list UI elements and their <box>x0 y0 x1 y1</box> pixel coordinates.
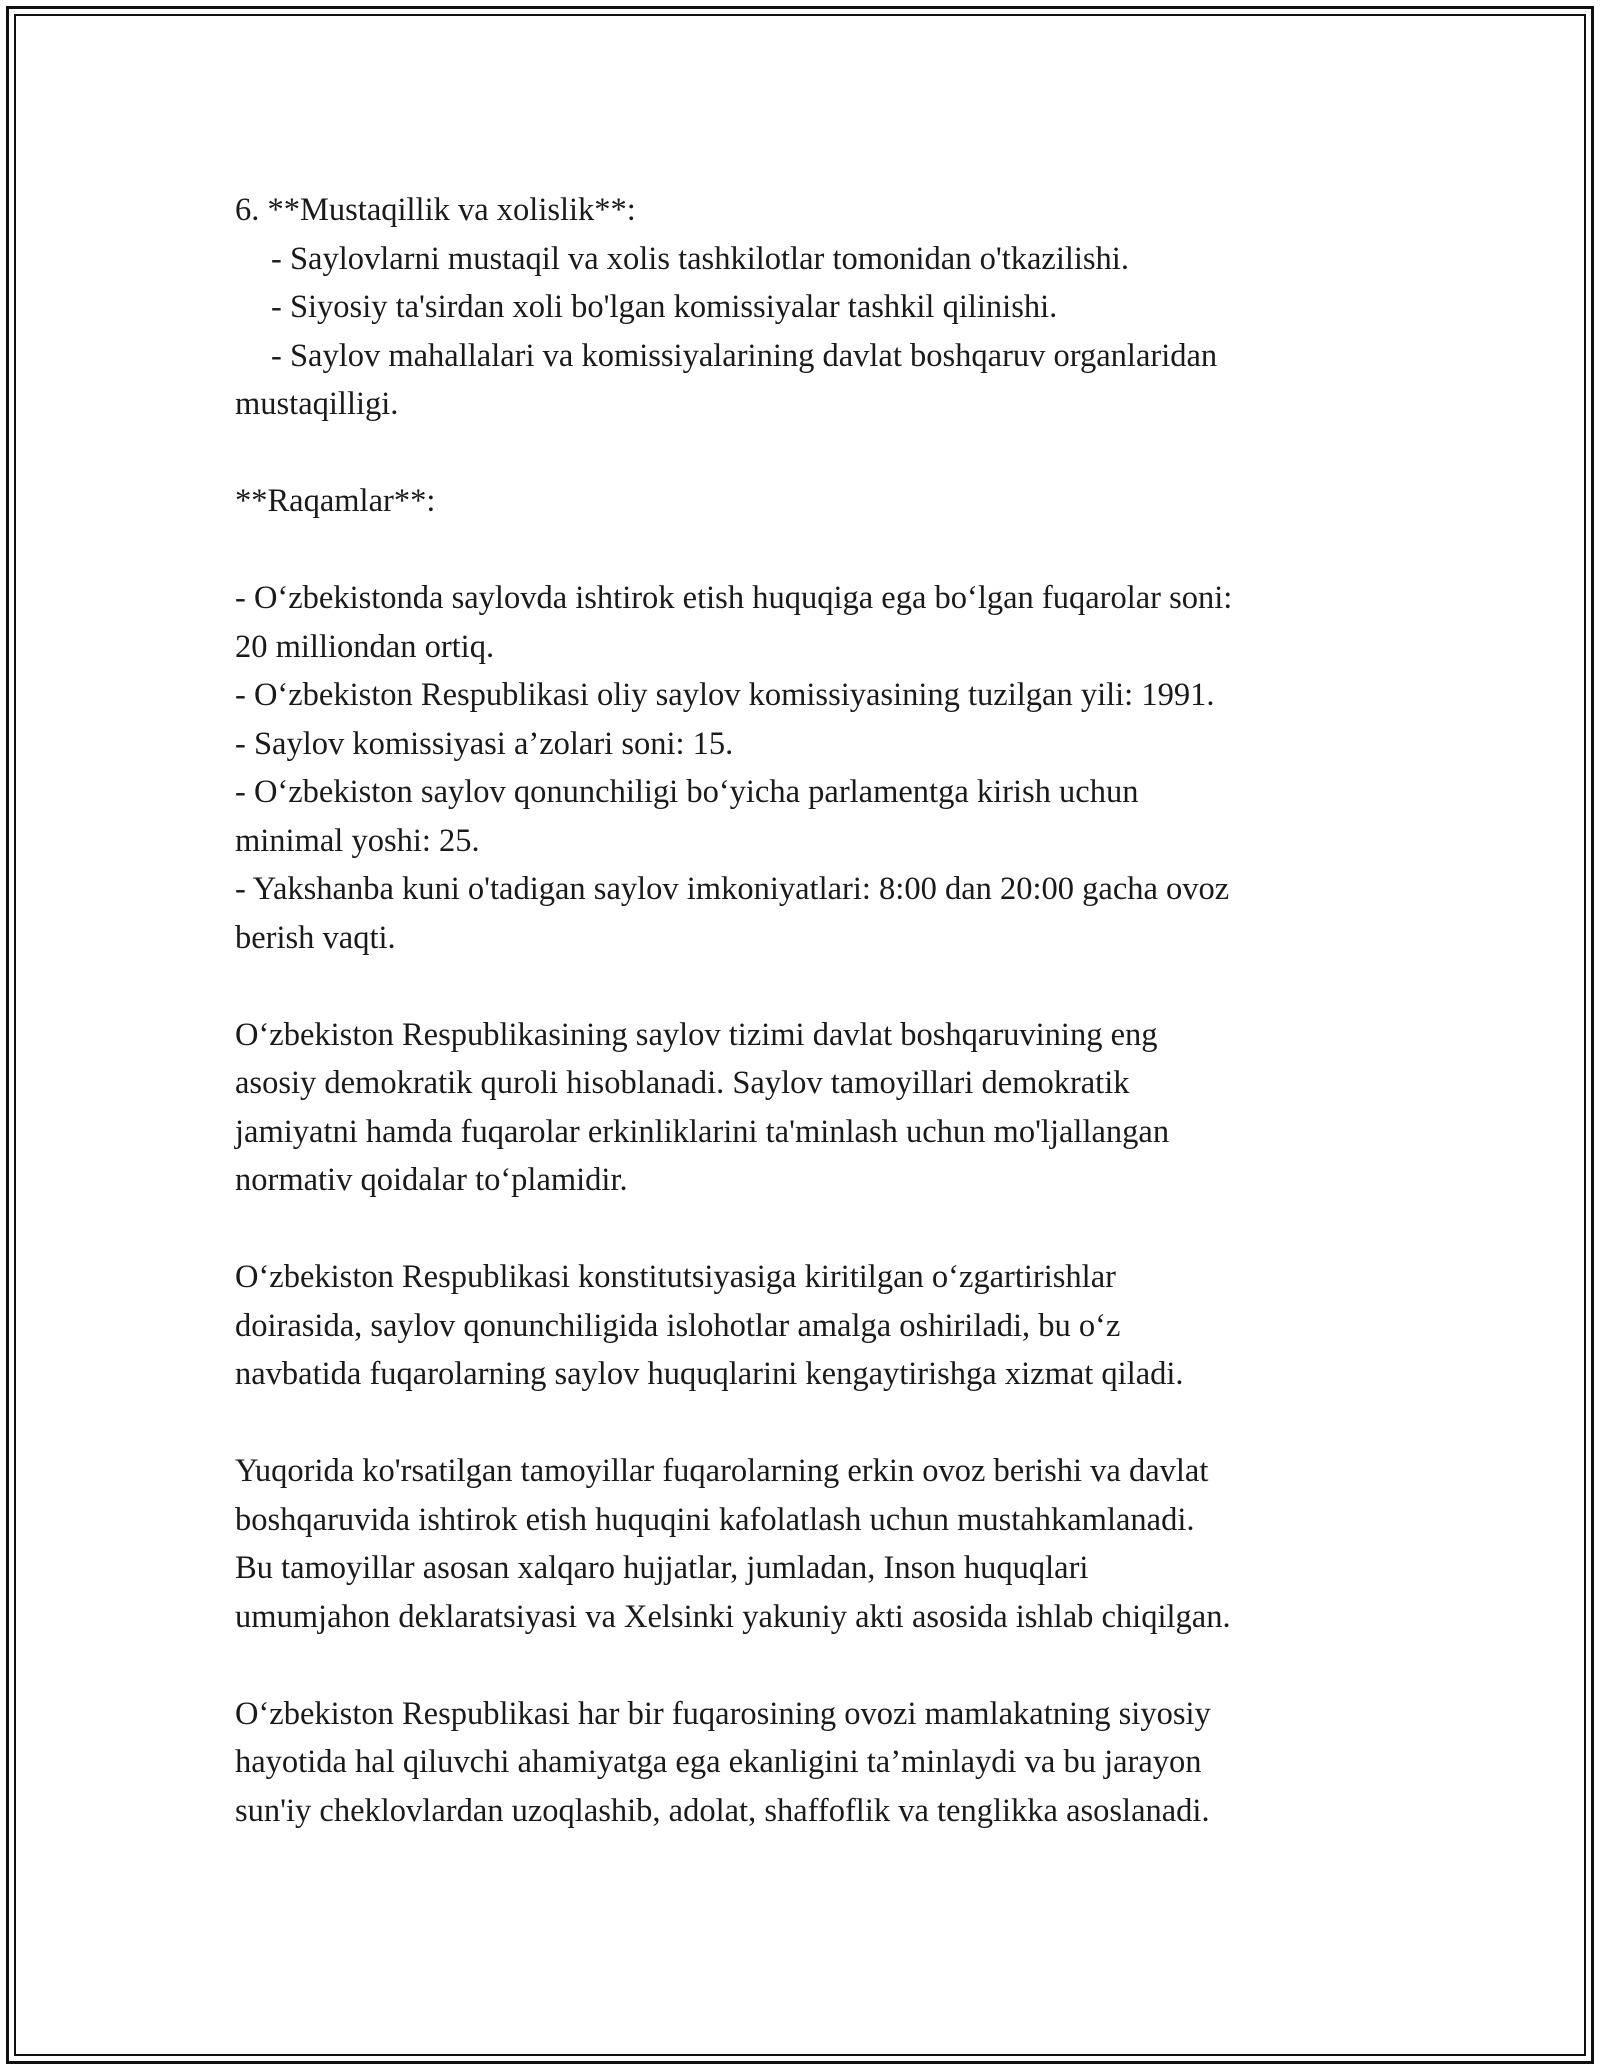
list-item: - Saylovlarni mustaqil va xolis tashkilotlar tomonidan o'tkazilishi. <box>271 240 1129 277</box>
paragraph-line: normativ qoidalar to‘plamidir. <box>235 1162 628 1198</box>
section-heading: 6. **Mustaqillik va xolislik**: <box>235 192 636 228</box>
list-item: - Siyosiy ta'sirdan xoli bo'lgan komissiyalar tashkil qilinishi. <box>271 289 1058 325</box>
paragraph-line: boshqaruvida ishtirok etish huquqini kafolatlash uchun mustahkamlanadi. <box>235 1501 1195 1538</box>
figure-line: minimal yoshi: 25. <box>235 822 480 859</box>
document-body <box>235 186 1375 1835</box>
figure-line: - Yakshanba kuni o'tadigan saylov imkoniyatlari: 8:00 dan 20:00 gacha ovoz <box>235 871 1230 907</box>
blank-line <box>235 1399 1375 1448</box>
paragraph-principles <box>235 1447 1375 1641</box>
section-heading: **Raqamlar**: <box>235 483 436 519</box>
section-figures <box>235 477 1375 962</box>
section-independence <box>235 186 1375 429</box>
paragraph-line: umumjahon deklaratsiyasi va Xelsinki yakuniy akti asosida ishlab chiqilgan. <box>235 1598 1231 1635</box>
paragraph-line: navbatida fuqarolarning saylov huquqlarini kengaytirishga xizmat qiladi. <box>235 1356 1184 1392</box>
blank-line <box>235 962 1375 1011</box>
paragraph-citizen-vote <box>235 1690 1375 1836</box>
paragraph-electoral-system <box>235 1011 1375 1205</box>
figure-line: berish vaqti. <box>235 919 396 956</box>
paragraph-constitution <box>235 1253 1375 1399</box>
paragraph-line: O‘zbekiston Respublikasi konstitutsiyasiga kiritilgan o‘zgartirishlar <box>235 1259 1116 1295</box>
figure-line: - O‘zbekiston Respublikasi oliy saylov komissiyasining tuzilgan yili: 1991. <box>235 677 1215 713</box>
list-item-continuation: mustaqilligi. <box>235 386 399 422</box>
paragraph-line: O‘zbekiston Respublikasining saylov tizimi davlat boshqaruvining eng <box>235 1016 1158 1053</box>
figure-line: - O‘zbekiston saylov qonunchiligi bo‘yicha parlamentga kirish uchun <box>235 774 1139 810</box>
paragraph-line: doirasida, saylov qonunchiligida islohotlar amalga oshiriladi, bu o‘z <box>235 1307 1121 1344</box>
paragraph-line: jamiyatni hamda fuqarolar erkinliklarini ta'minlash uchun mo'ljallangan <box>235 1113 1170 1150</box>
paragraph-line: asosiy demokratik quroli hisoblanadi. Saylov tamoyillari demokratik <box>235 1065 1130 1101</box>
blank-line <box>235 1205 1375 1254</box>
blank-line <box>235 429 1375 478</box>
paragraph-line: Yuqorida ko'rsatilgan tamoyillar fuqarolarning erkin ovoz berishi va davlat <box>235 1453 1209 1489</box>
paragraph-line: sun'iy cheklovlardan uzoqlashib, adolat, shaffoflik va tenglikka asoslanadi. <box>235 1792 1210 1829</box>
paragraph-line: O‘zbekiston Respublikasi har bir fuqarosining ovozi mamlakatning siyosiy <box>235 1695 1211 1732</box>
figure-line: 20 milliondan ortiq. <box>235 628 495 665</box>
list-item: - Saylov mahallalari va komissiyalarining davlat boshqaruv organlaridan <box>271 337 1218 374</box>
figure-line: - O‘zbekistonda saylovda ishtirok etish huquqiga ega bo‘lgan fuqarolar soni: <box>235 580 1233 616</box>
figure-line: - Saylov komissiyasi a’zolari soni: 15. <box>235 725 734 762</box>
blank-line <box>235 526 1375 575</box>
paragraph-line: Bu tamoyillar asosan xalqaro hujjatlar, jumladan, Inson huquqlari <box>235 1550 1089 1586</box>
blank-line <box>235 1641 1375 1690</box>
paragraph-line: hayotida hal qiluvchi ahamiyatga ega ekanligini ta’minlaydi va bu jarayon <box>235 1744 1202 1780</box>
